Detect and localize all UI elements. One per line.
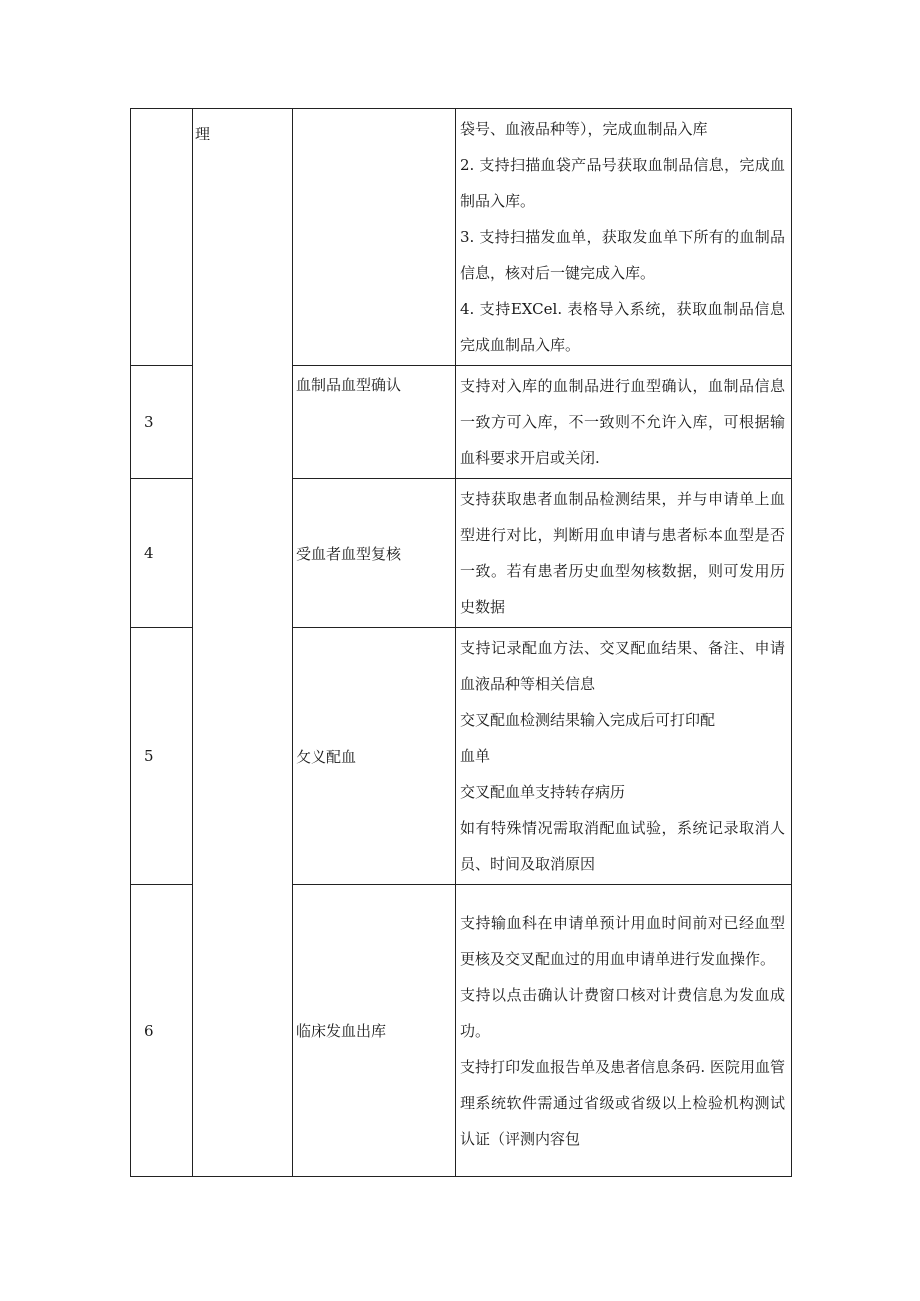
description-line: 2. 支持扫描血袋产品号获取血制品信息，完成血制品入库。 bbox=[460, 156, 785, 210]
function-description bbox=[456, 885, 792, 1177]
function-description bbox=[456, 366, 792, 479]
description-line: 交叉配血检测结果输入完成后可打印配 bbox=[460, 711, 716, 729]
description-line: 支持记录配血方法、交叉配血结果、备注、申请血液品种等相关信息 bbox=[460, 639, 785, 693]
function-description bbox=[456, 628, 792, 885]
category-cell: 理 bbox=[193, 109, 293, 1177]
description-line: 支持输血科在申请单预计用血时间前对已经血型更核及交叉配血过的用血申请单进行发血操作。 bbox=[460, 913, 785, 968]
description-line: 支持对入库的血制品进行血型确认，血制品信息一致方可入库，不一致则不允许入库，可根据输血科要求开启或关闭. bbox=[460, 377, 785, 467]
function-description bbox=[456, 479, 792, 628]
description-line: 如有特殊情况需取消配血试验，系统记录取消人员、时间及取消原因 bbox=[460, 819, 785, 873]
function-name: 攵义配血 bbox=[293, 628, 456, 885]
function-name bbox=[293, 109, 456, 366]
description-line: 3. 支持扫描发血单，获取发血单下所有的血制品信息，核对后一键完成入库。 bbox=[460, 228, 785, 282]
description-line: 4. 支持EXCel. 表格导入系统，获取血制品信息完成血制品入库。 bbox=[460, 300, 785, 354]
description-line: 交叉配血单支持转存病历 bbox=[460, 783, 626, 801]
function-name: 血制品血型确认 bbox=[293, 366, 456, 479]
requirements-table bbox=[130, 108, 792, 1177]
row-number: 6 bbox=[131, 885, 193, 1177]
description-line: 支持打印发血报告单及患者信息条码. 医院用血管理系统软件需通过省级或省级以上检验机构测试认证（评测内容包 bbox=[460, 1057, 785, 1148]
row-number: 3 bbox=[131, 366, 193, 479]
function-name: 临床发血出库 bbox=[293, 885, 456, 1177]
row-number bbox=[131, 109, 193, 366]
function-description bbox=[456, 109, 792, 366]
description-line: 血单 bbox=[460, 747, 491, 765]
table-row bbox=[131, 109, 792, 366]
description-line: 袋号、血液品种等），完成血制品入库 bbox=[460, 120, 708, 138]
function-name: 受血者血型复核 bbox=[293, 479, 456, 628]
row-number: 5 bbox=[131, 628, 193, 885]
description-line: 支持以点击确认计费窗口核对计费信息为发血成功。 bbox=[460, 985, 785, 1040]
description-line: 支持获取患者血制品检测结果，并与申请单上血型进行对比，判断用血申请与患者标本血型是否一致。若有患者历史血型匆核数据，则可发用历史数据 bbox=[460, 490, 785, 616]
row-number: 4 bbox=[131, 479, 193, 628]
